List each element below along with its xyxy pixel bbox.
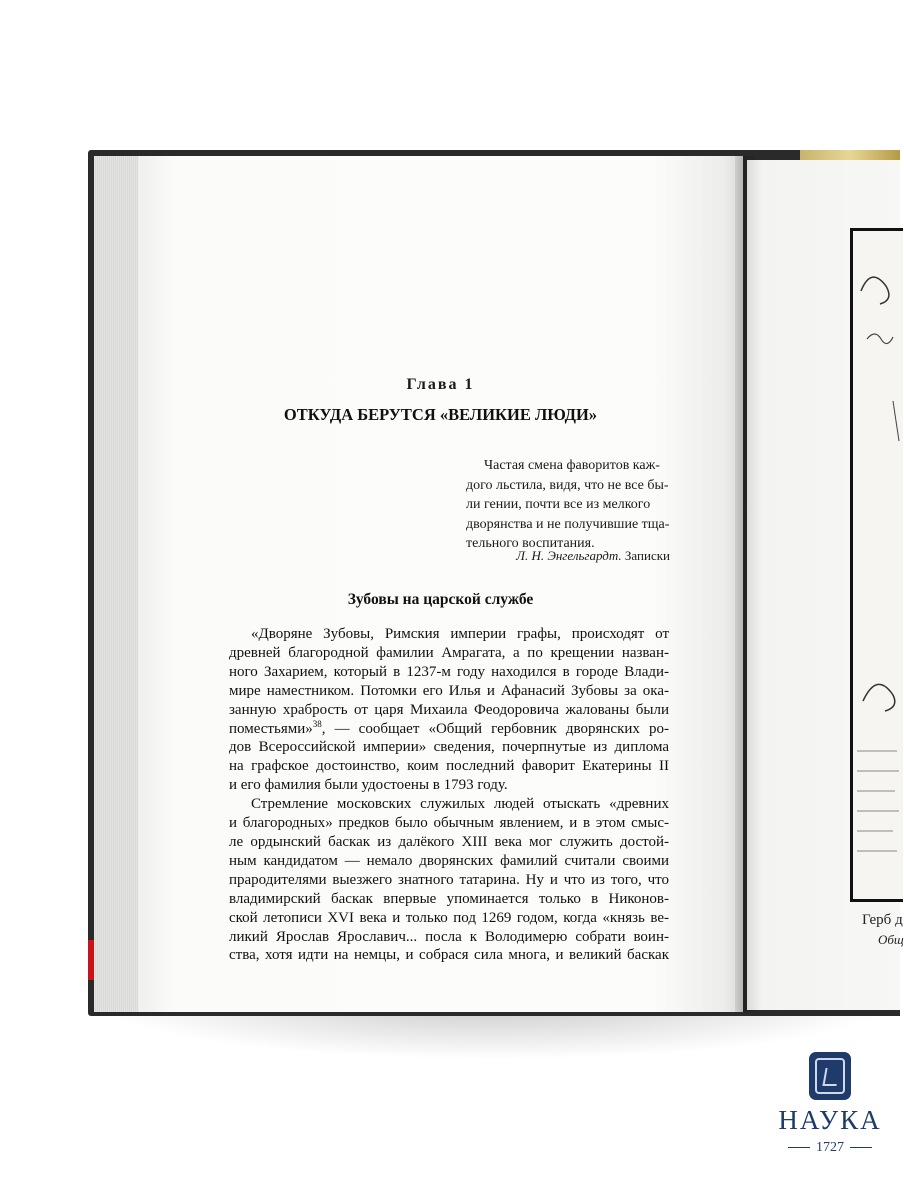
- epigraph-source: [466, 548, 670, 564]
- body-line: древней благородной фамилии Амрагата, а по крещении назван-: [229, 644, 669, 661]
- body-line-footnote: [229, 720, 669, 739]
- chapter-title: ОТКУДА БЕРУТСЯ «ВЕЛИКИЕ ЛЮДИ»: [283, 405, 598, 424]
- body-line: ным кандидатом — немало дворянских фамилий считали своими: [229, 852, 669, 869]
- body-line: дов Всероссийской империи» сведения, почерпнутые из диплома: [229, 739, 669, 756]
- body-line-start: поместьями»: [229, 720, 313, 737]
- body-line: «Дворяне Зубовы, Римския империи графы, происходят от: [251, 626, 669, 642]
- epigraph-line: тельного воспитания.: [466, 536, 595, 552]
- epigraph-work: Записки: [624, 548, 670, 563]
- epigraph-line: дого льстила, видя, что не все бы-: [466, 477, 669, 493]
- body-line: ного Захарием, который в 1237-м году находился в городе Влади-: [229, 663, 669, 680]
- body-text: [229, 625, 669, 965]
- publisher-logo-icon: [809, 1052, 851, 1100]
- body-line: прародителями выезжего знатного татарина. Ну и что из того, что: [229, 871, 669, 888]
- body-line: владимирский баскак впервые упоминается только в Никонов-: [229, 890, 669, 907]
- body-line: Стремление московских служилых людей отыскать «древних: [251, 796, 669, 813]
- footnote-ref: 38: [312, 718, 322, 729]
- top-gold-strip: [800, 150, 900, 160]
- body-line: занную храбрость от царя Михаила Феодоровича жалованы были: [229, 701, 669, 718]
- body-line: и благородных» предков было обычным явлением, и в этом смыс-: [229, 815, 669, 832]
- body-line: ства, хотя идти на немцы, и собрася сила многа, и великий баскак: [229, 947, 669, 964]
- facsimile-scribbles: [853, 231, 903, 899]
- body-line: и его фамилия были удостоены в 1793 году.: [229, 777, 508, 794]
- page-edges: [94, 156, 142, 1012]
- body-line: ликий Ярослав Ярославич... посла к Володимерю собрати воин-: [229, 928, 669, 945]
- body-line: на графское достоинство, коим последний фаворит Екатерины II: [229, 758, 669, 775]
- logo-book-icon: [815, 1058, 845, 1094]
- body-line: мире наместником. Потомки его Илья и Афанасий Зубовы за ока-: [229, 682, 669, 699]
- body-line-rest: , — сообщает «Общий гербовник дворянских ро-: [321, 720, 669, 737]
- illustration-caption: Герб д: [862, 912, 903, 928]
- epigraph: [466, 456, 670, 554]
- epigraph-line: Частая смена фаворитов каж-: [484, 458, 660, 473]
- chapter-label: Глава 1: [406, 376, 475, 393]
- epigraph-line: ли гении, почти все из мелкого: [466, 497, 651, 513]
- body-line: ле ордынский баскак из далёкого XIII века мог служить достой-: [229, 833, 669, 850]
- publisher-year: 1727: [774, 1140, 886, 1156]
- epigraph-author: Л. Н. Энгельгардт.: [516, 548, 622, 563]
- section-title: Зубовы на царской службе: [347, 591, 534, 608]
- publisher-name: НАУКА: [778, 1105, 882, 1135]
- body-line: ской летописи XVI века и только под 1269 годом, когда «князь ве-: [229, 909, 669, 926]
- epigraph-line: дворянства и не получившие тща-: [466, 516, 670, 532]
- facsimile-illustration: [850, 228, 903, 902]
- illustration-caption-source: Общ: [878, 932, 904, 947]
